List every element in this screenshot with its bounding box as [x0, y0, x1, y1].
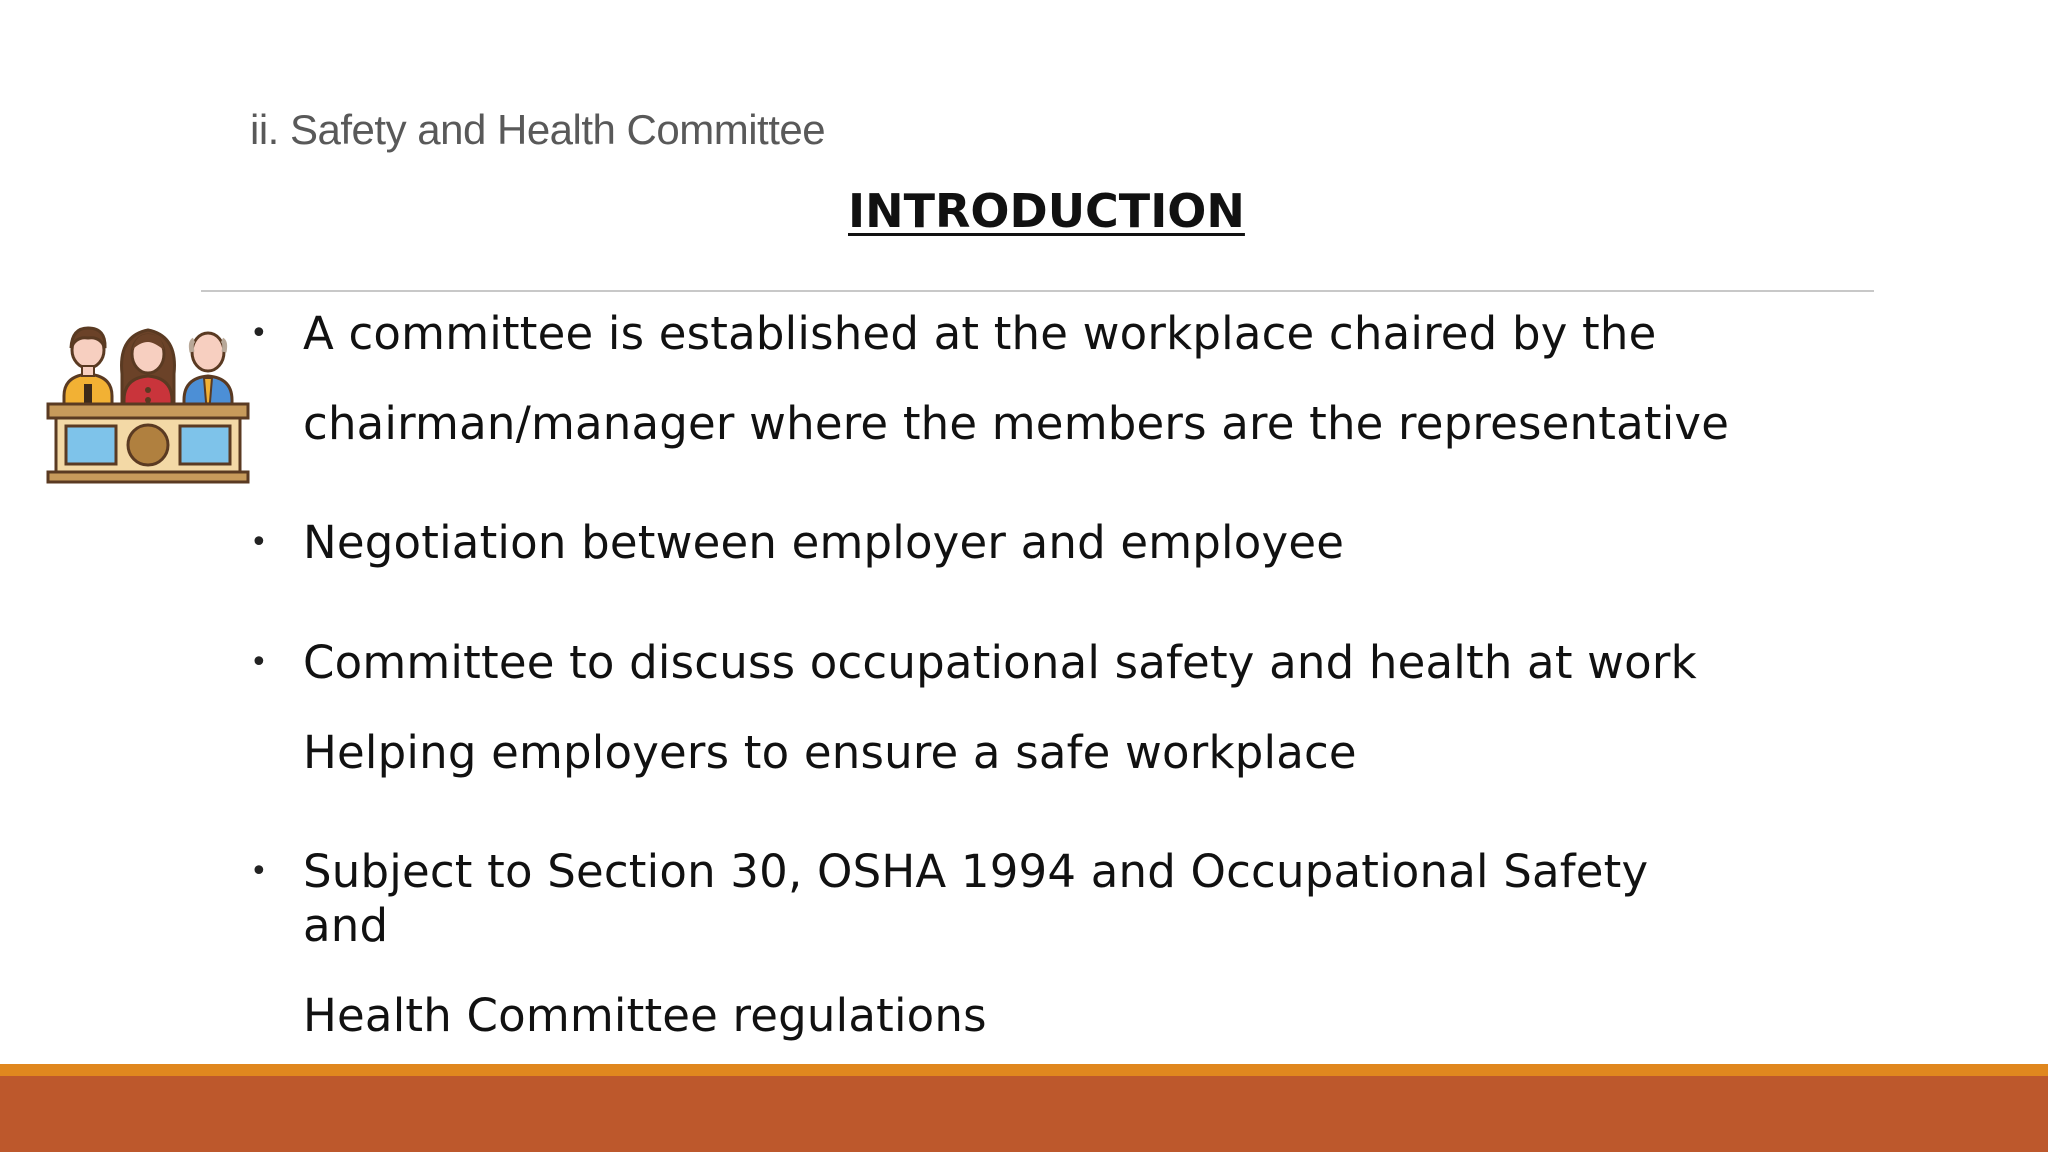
bullet-4-line-3: Health Committee regulations	[303, 989, 987, 1042]
bullet-2-line-1: Negotiation between employer and employee	[303, 516, 1345, 569]
committee-member-left-icon	[64, 328, 112, 408]
committee-panel-icon	[44, 316, 252, 486]
committee-member-middle-icon	[122, 330, 175, 408]
bullet-4-line-1: Subject to Section 30, OSHA 1994 and Occupational Safety	[303, 845, 1649, 898]
bullet-marker: •	[250, 316, 268, 351]
intro-heading: INTRODUCTION	[848, 184, 1245, 238]
bullet-marker: •	[250, 854, 268, 889]
bullet-4-line-2: and	[303, 899, 389, 952]
bullet-3-line-2: Helping employers to ensure a safe workplace	[303, 726, 1357, 779]
bullet-1-line-1: A committee is established at the workplace chaired by the	[303, 307, 1657, 360]
bullet-list	[250, 0, 1750, 1060]
footer-bar	[0, 1076, 2048, 1152]
bullet-marker: •	[250, 645, 268, 680]
bullet-3-line-1: Committee to discuss occupational safety and health at work	[303, 636, 1697, 689]
footer-accent-stripe	[0, 1064, 2048, 1076]
bullet-marker: •	[250, 525, 268, 560]
section-title: ii. Safety and Health Committee	[250, 106, 826, 153]
committee-member-right-icon	[184, 333, 232, 408]
bullet-1-line-2: chairman/manager where the members are the representative	[303, 397, 1730, 450]
